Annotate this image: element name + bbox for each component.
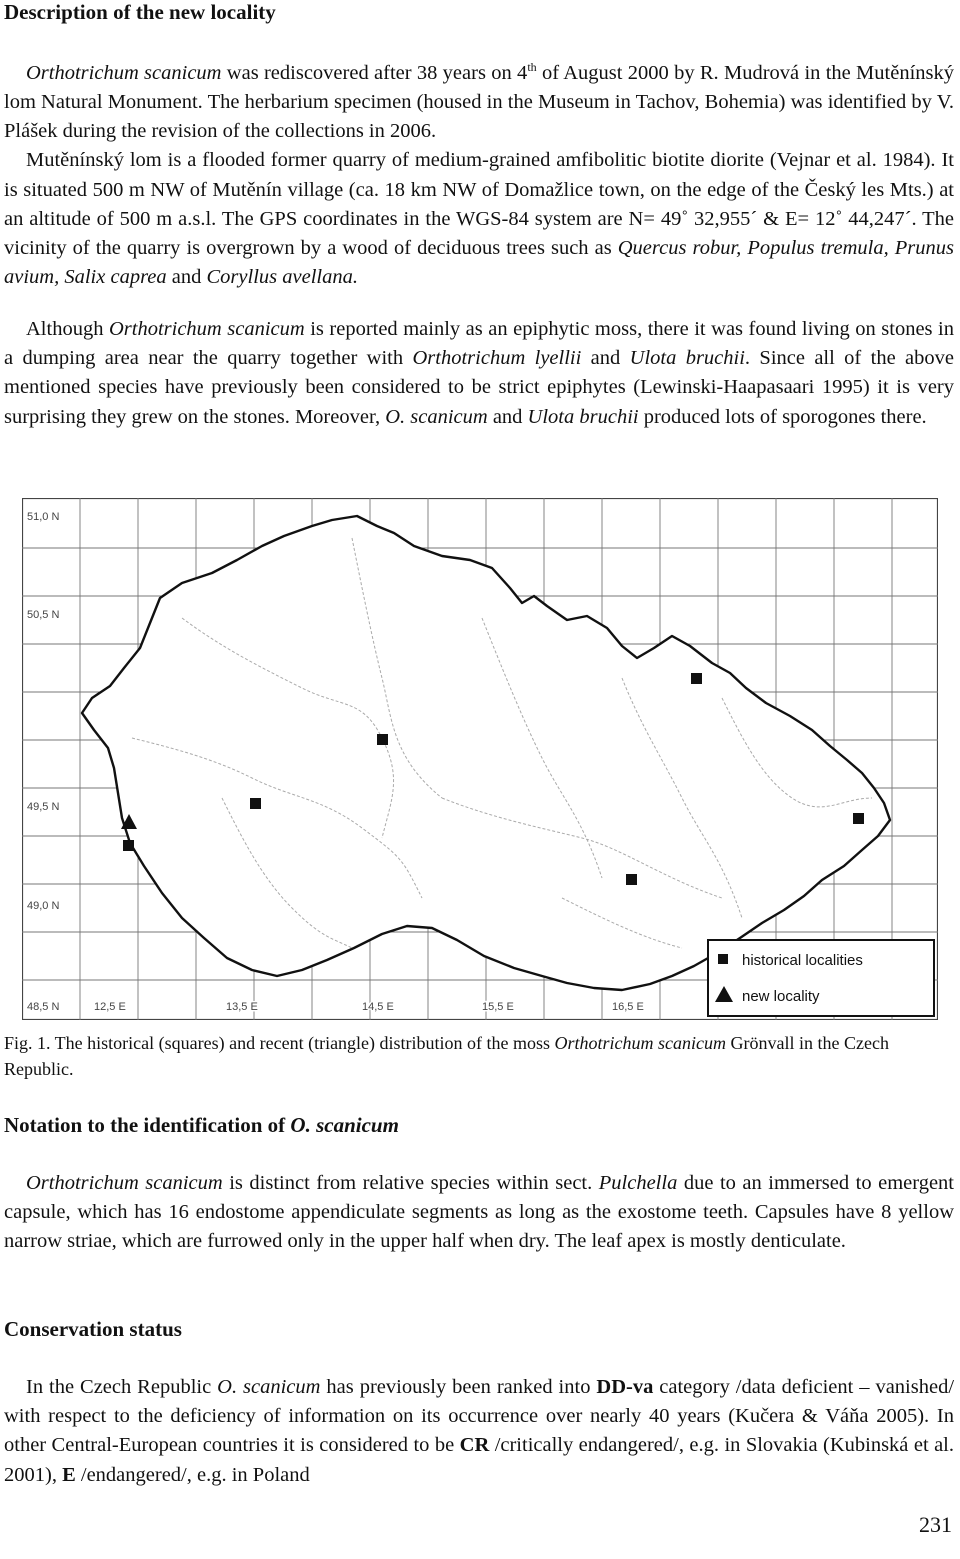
historical-locality-marker bbox=[123, 840, 134, 851]
historical-locality-marker bbox=[250, 798, 261, 809]
paragraph-habitat: Although Orthotrichum scanicum is reported mainly as an epiphytic moss, there it was found living on stones in a dumping area near the quarry together with Orthotrichum lyellii and Ulota bruchii. Since all of the above mentioned species have previously been considered to be strict epiphytes (Lewinski-Haapasaari 1995) it is very surprising they grew on the stones. Moreover, O. scanicum and Ulota bruchii produced lots of sporogones there. bbox=[4, 318, 954, 428]
legend-historical-label: historical localities bbox=[742, 952, 863, 969]
distribution-map bbox=[22, 498, 938, 1020]
lat-label-49-5: 49,5 N bbox=[27, 801, 60, 813]
lon-label-12-5: 12,5 E bbox=[94, 1001, 126, 1013]
page-number: 231 bbox=[919, 1512, 952, 1537]
lon-label-16-5: 16,5 E bbox=[612, 1001, 644, 1013]
section-heading-conservation: Conservation status bbox=[4, 1317, 182, 1341]
section-heading-new-locality: Description of the new locality bbox=[4, 0, 276, 24]
historical-locality-marker bbox=[853, 813, 864, 824]
lon-label-15-5: 15,5 E bbox=[482, 1001, 514, 1013]
lat-label-51: 51,0 N bbox=[27, 511, 60, 523]
historical-locality-marker bbox=[626, 874, 637, 885]
paragraph-locality-description: Orthotrichum scanicum was rediscovered after 38 years on 4th of August 2000 by R. Mudrová in the Mutěnínský lom Natural Monument. The herbarium specimen (housed in the Museum in Tachov, Bohemia) was identified by V. Plášek during the revision of the collections in 2006. Mutěnínský lom is a flooded former quarry of medium-grained amfibolitic biotite diorite (Vejnar et al. 1984). It is situated 500 m NW of Mutěnín village (ca. 18 km NW of Domažlice town, on the edge of the Český les Mts.) at an altitude of 500 m a.s.l. The GPS coordinates in the WGS-84 system are N= 49˚ 32,955´ & E= 12˚ 44,247´. The vicinity of the quarry is overgrown by a wood of deciduous trees such as Quercus robur, Populus tremula, Prunus avium, Salix caprea and Coryllus avellana. bbox=[4, 60, 954, 289]
lon-label-14-5: 14,5 E bbox=[362, 1001, 394, 1013]
section-heading-identification: Notation to the identification of O. scanicum bbox=[4, 1113, 399, 1137]
legend-new-label: new locality bbox=[742, 988, 820, 1005]
lat-label-48-5: 48,5 N bbox=[27, 1001, 60, 1013]
figure-caption: Fig. 1. The historical (squares) and recent (triangle) distribution of the moss Orthotrichum scanicum Grönvall in the Czech Republic. bbox=[4, 1033, 889, 1079]
lon-label-13-5: 13,5 E bbox=[226, 1001, 258, 1013]
legend-square-icon bbox=[718, 954, 728, 964]
lat-label-49: 49,0 N bbox=[27, 900, 60, 912]
lat-label-50-5: 50,5 N bbox=[27, 609, 60, 621]
historical-locality-marker bbox=[377, 734, 388, 745]
historical-locality-marker bbox=[691, 673, 702, 684]
paragraph-conservation: In the Czech Republic O. scanicum has previously been ranked into DD-va category /data deficient – vanished/ with respect to the deficiency of information on its occurrence over nearly 40 years (Kučera & Váňa 2005). In other Central-European countries it is considered to be CR /critically endangered/, e.g. in Slovakia (Kubinská et al. 2001), E /endangered/, e.g. in Poland bbox=[4, 1376, 955, 1486]
paragraph-identification: Orthotrichum scanicum is distinct from relative species within sect. Pulchella due to an immersed to emergent capsule, which has 16 endostome appendiculate segments as long as the exostome teeth. Capsules have 8 yellow narrow striae, which are furrowed only in the upper half when dry. The leaf apex is mostly denticulate. bbox=[4, 1172, 954, 1253]
